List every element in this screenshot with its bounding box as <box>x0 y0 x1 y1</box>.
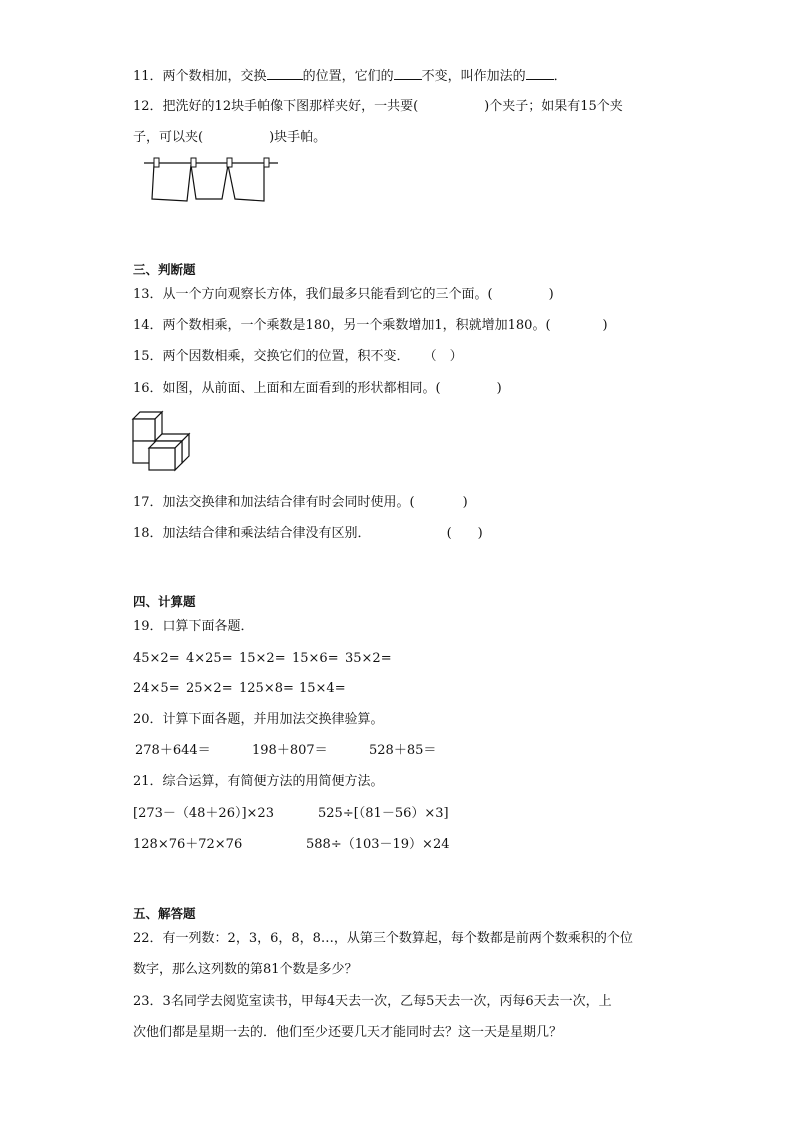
q20-row <box>135 742 436 760</box>
handkerchief-clothesline-figure <box>140 155 280 205</box>
math-item: 4×25= <box>186 651 233 666</box>
math-item: 25×2= <box>186 681 233 696</box>
q19-row1 <box>133 650 392 668</box>
question-16: 16．如图，从前面、上面和左面看到的形状都相同。( ) <box>133 381 502 396</box>
q11-number: 11． <box>133 69 163 84</box>
math-item: [273－（48＋26）]×23 <box>133 806 274 821</box>
question-23: 23．3名同学去阅览室读书，甲每4天去一次，乙每5天去一次，丙每6天去一次，上 <box>133 994 612 1009</box>
math-item: 278＋644＝ <box>135 743 211 758</box>
question-11: 11．两个数相加，交换 的位置，它们的 不变，叫作加法的 ． <box>133 66 567 86</box>
question-21: 21．综合运算，有简便方法的用简便方法。 <box>133 774 384 789</box>
math-item: 198＋807＝ <box>252 743 328 758</box>
q21-row2 <box>133 836 450 854</box>
math-item: 24×5= <box>133 681 180 696</box>
math-item: 125×8= <box>239 681 294 696</box>
math-item: 15×2= <box>239 651 286 666</box>
math-item: 35×2= <box>345 651 392 666</box>
section-heading-judgment: 三、判断题 <box>133 262 196 277</box>
question-15: 15．两个因数相乘，交换它们的位置，积不变． （ ） <box>133 349 463 364</box>
math-item: 525÷[（81－56）×3] <box>318 806 449 821</box>
answer-blank[interactable] <box>394 66 422 80</box>
cubes-figure <box>131 410 191 472</box>
question-12-line2: 子，可以夹( )块手帕。 <box>133 130 327 145</box>
question-13: 13．从一个方向观察长方体，我们最多只能看到它的三个面。( ) <box>133 287 554 302</box>
question-12: 12．把洗好的12块手帕像下图那样夹好，一共要( )个夹子；如果有15个夹 <box>133 99 623 114</box>
section-heading-calculation: 四、计算题 <box>133 594 196 609</box>
math-item: 15×6= <box>292 651 339 666</box>
answer-paren[interactable]: （ ） <box>423 349 463 364</box>
question-14: 14．两个数相乘，一个乘数是180，另一个乘数增加1，积就增加180。( ) <box>133 318 608 333</box>
question-23-line2: 次他们都是星期一去的．他们至少还要几天才能同时去？这一天是星期几？ <box>133 1025 563 1040</box>
q19-row2 <box>133 680 346 698</box>
section-heading-word-problems: 五、解答题 <box>133 906 196 921</box>
answer-blank[interactable] <box>526 66 554 80</box>
answer-blank[interactable] <box>267 66 303 80</box>
math-item: 128×76＋72×76 <box>133 837 243 852</box>
question-19: 19．口算下面各题． <box>133 619 254 634</box>
q12-number: 12． <box>133 99 163 114</box>
question-17: 17．加法交换律和加法结合律有时会同时使用。( ) <box>133 495 468 510</box>
math-item: 45×2= <box>133 651 180 666</box>
question-18: 18．加法结合律和乘法结合律没有区别． ( ) <box>133 526 483 541</box>
math-item: 528＋85＝ <box>369 743 437 758</box>
q21-row1 <box>133 805 449 823</box>
answer-paren[interactable]: ( ) <box>446 526 483 541</box>
question-22-line2: 数字，那么这列数的第81个数是多少？ <box>133 962 358 977</box>
question-22: 22．有一列数：2，3，6，8，8…，从第三个数算起，每个数都是前两个数乘积的个位 <box>133 931 633 946</box>
question-20: 20．计算下面各题，并用加法交换律验算。 <box>133 712 384 727</box>
math-item: 588÷（103－19）×24 <box>306 837 450 852</box>
math-item: 15×4= <box>299 681 346 696</box>
